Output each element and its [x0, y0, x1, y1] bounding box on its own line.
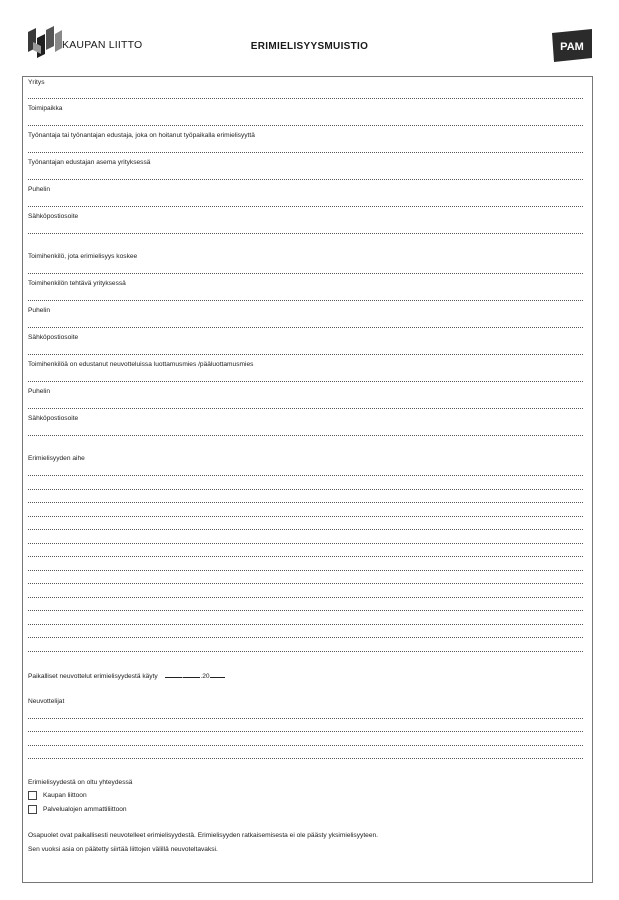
subject-line[interactable]: [28, 556, 583, 557]
subject-line[interactable]: [28, 475, 583, 476]
date-year-prefix: .20: [200, 673, 210, 680]
field-line-location[interactable]: [28, 125, 583, 126]
negotiators-line[interactable]: [28, 758, 583, 759]
field-line-employer-rep[interactable]: [28, 152, 583, 153]
field-label-subject: Erimielisyyden aihe: [28, 455, 85, 462]
field-label-employer-email: Sähköpostiosoite: [28, 213, 79, 220]
field-line-steward-email[interactable]: [28, 435, 583, 436]
subject-line[interactable]: [28, 489, 583, 490]
checkbox-label-kaupan-liitto: Kaupan liittoon: [43, 792, 87, 799]
date-day-blank[interactable]: [165, 671, 182, 678]
subject-line[interactable]: [28, 637, 583, 638]
date-year-blank[interactable]: [210, 671, 225, 678]
field-label-contacted: Erimielisyydestä on oltu yhteydessä: [28, 779, 133, 786]
checkbox-label-pam: Palvelualojen ammattiliittoon: [43, 806, 127, 813]
field-label-employer-rep-position: Työnantajan edustajan asema yrityksessä: [28, 159, 151, 166]
field-line-company[interactable]: [28, 98, 583, 99]
field-label-employee-role: Toimihenkilön tehtävä yrityksessä: [28, 280, 126, 287]
field-label-employee-email: Sähköpostiosoite: [28, 334, 79, 341]
subject-line[interactable]: [28, 529, 583, 530]
field-label-shop-steward: Toimihenkilöä on edustanut neuvotteluissa luottamusmies /pääluottamusmies: [28, 361, 254, 368]
negotiators-line[interactable]: [28, 731, 583, 732]
checkbox-row-kaupan-liitto[interactable]: [28, 791, 87, 800]
subject-line[interactable]: [28, 624, 583, 625]
field-line-employer-rep-position[interactable]: [28, 179, 583, 180]
field-label-steward-phone: Puhelin: [28, 388, 50, 395]
field-line-employee[interactable]: [28, 273, 583, 274]
field-label-negotiators: Neuvottelijat: [28, 698, 65, 705]
checkbox-kaupan-liitto[interactable]: [28, 791, 37, 800]
subject-line[interactable]: [28, 583, 583, 584]
field-line-employee-role[interactable]: [28, 300, 583, 301]
document-title: ERIMIELISYYSMUISTIO: [250, 41, 369, 52]
pam-logo-icon: [552, 29, 592, 62]
negotiators-line[interactable]: [28, 745, 583, 746]
footer-text-line-1: Osapuolet ovat paikallisesti neuvotelleet erimielisyydestä. Erimielisyyden ratkaisemisesta ei ole päästy yksimielisyyteen.: [28, 832, 378, 839]
subject-line[interactable]: [28, 570, 583, 571]
subject-line[interactable]: [28, 502, 583, 503]
checkbox-row-pam[interactable]: [28, 805, 127, 814]
negotiation-date-row: [28, 671, 225, 680]
field-label-employer-phone: Puhelin: [28, 186, 50, 193]
subject-line[interactable]: [28, 597, 583, 598]
field-label-location: Toimipaikka: [28, 105, 63, 112]
subject-line[interactable]: [28, 516, 583, 517]
subject-line[interactable]: [28, 543, 583, 544]
field-label-employee-phone: Puhelin: [28, 307, 50, 314]
kaupan-liitto-logo-text: KAUPAN LIITTO: [62, 39, 143, 51]
form-frame: [22, 76, 593, 883]
field-label-steward-email: Sähköpostiosoite: [28, 415, 79, 422]
negotiation-date-label: Paikalliset neuvottelut erimielisyydestä käyty: [28, 673, 158, 680]
date-month-blank[interactable]: [183, 671, 200, 678]
field-line-employee-phone[interactable]: [28, 327, 583, 328]
checkbox-pam[interactable]: [28, 805, 37, 814]
field-label-employer-rep: Työnantaja tai työnantajan edustaja, joka on hoitanut työpaikalla erimielisyyttä: [28, 132, 255, 139]
date-separator: .: [181, 673, 184, 680]
field-line-steward-phone[interactable]: [28, 408, 583, 409]
field-line-employer-phone[interactable]: [28, 206, 583, 207]
pam-logo-text: PAM: [560, 41, 584, 53]
subject-line[interactable]: [28, 610, 583, 611]
field-line-employee-email[interactable]: [28, 354, 583, 355]
document-header: [0, 0, 619, 72]
field-line-shop-steward[interactable]: [28, 381, 583, 382]
field-line-employer-email[interactable]: [28, 233, 583, 234]
field-label-company: Yritys: [28, 79, 45, 86]
subject-line[interactable]: [28, 651, 583, 652]
negotiators-line[interactable]: [28, 718, 583, 719]
footer-text-line-2: Sen vuoksi asia on päätetty siirtää liittojen välillä neuvoteltavaksi.: [28, 846, 218, 853]
field-label-employee: Toimihenkilö, jota erimielisyys koskee: [28, 253, 138, 260]
